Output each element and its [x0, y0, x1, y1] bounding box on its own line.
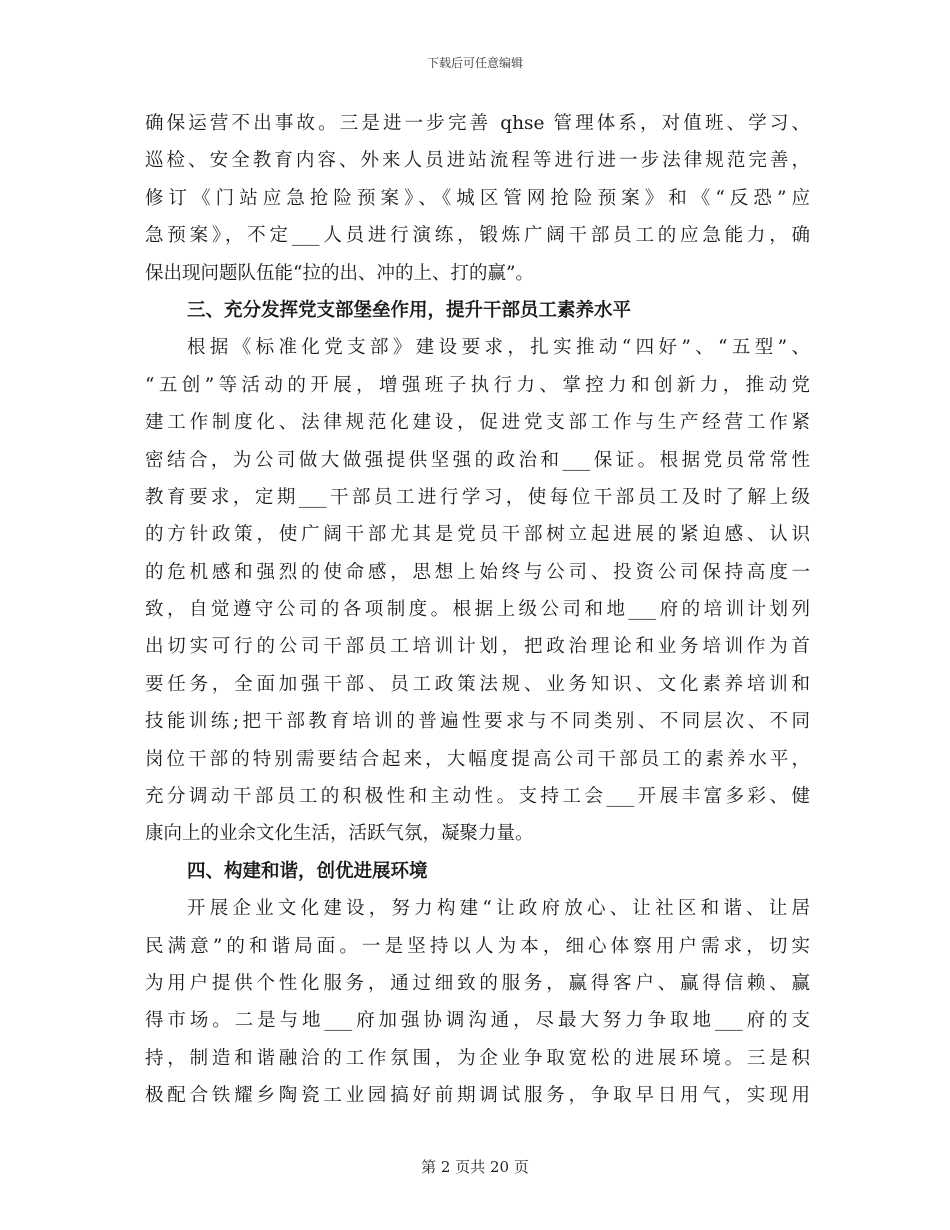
body-line: 根据《标准化党支部》建设要求，扎实推动“四好”、“五型”、 [187, 337, 810, 359]
body-line: 为用户提供个性化服务，通过细致的服务，赢得客户、赢得信赖、赢 [145, 972, 810, 994]
body-line: 致，自觉遵守公司的各项制度。根据上级公司和地___府的培训计划列 [145, 599, 810, 621]
section-heading: 四、构建和谐，创优进展环境 [187, 860, 428, 882]
body-line: 的方针政策，使广阔干部尤其是党员干部树立起进展的紧迫感、认识 [145, 524, 810, 546]
body-line: 确保运营不出事故。三是进一步完善 qhse 管理体系，对值班、学习、 [145, 113, 810, 134]
body-line: 开展企业文化建设，努力构建“让政府放心、让社区和谐、让居 [187, 898, 810, 920]
document-body [145, 105, 810, 1115]
body-line: 急预案》，不定___人员进行演练，锻炼广阔干部员工的应急能力，确 [145, 225, 810, 247]
body-line: 的危机感和强烈的使命感，思想上始终与公司、投资公司保持高度一 [145, 561, 810, 583]
body-line: 得市场。二是与地___府加强协调沟通，尽最大努力争取地___府的支 [145, 1010, 810, 1032]
body-line: 要任务，全面加强干部、员工政策法规、业务知识、文化素养培训和 [145, 673, 810, 695]
body-line: “五创”等活动的开展，增强班子执行力、掌控力和创新力，推动党 [145, 374, 810, 396]
body-line: 康向上的业余文化生活，活跃气氛，凝聚力量。 [145, 823, 534, 845]
section-heading: 三、充分发挥党支部堡垒作用，提升干部员工素养水平 [187, 299, 632, 321]
body-line: 极配合铁耀乡陶瓷工业园搞好前期调试服务，争取早日用气，实现用 [145, 1085, 810, 1107]
body-line: 建工作制度化、法律规范化建设，促进党支部工作与生产经营工作紧 [145, 412, 810, 434]
body-line: 技能训练;把干部教育培训的普遍性要求与不同类别、不同层次、不同 [145, 711, 810, 733]
page-footer-number: 第 2 页共 20 页 [421, 1158, 529, 1176]
body-line: 充分调动干部员工的积极性和主动性。支持工会___开展丰富多彩、健 [145, 786, 810, 808]
body-line: 巡检、安全教育内容、外来人员进站流程等进行进一步法律规范完善， [145, 150, 810, 172]
body-line: 岗位干部的特别需要结合起来，大幅度提高公司干部员工的素养水平， [145, 748, 810, 770]
body-line: 民满意”的和谐局面。一是坚持以人为本，细心体察用户需求，切实 [145, 935, 810, 957]
body-line: 持，制造和谐融洽的工作氛围，为企业争取宽松的进展环境。三是积 [145, 1047, 810, 1069]
body-line: 修订《门站应急抢险预案》、《城区管网抢险预案》和《“反恐”应 [145, 187, 810, 209]
body-line: 出切实可行的公司干部员工培训计划，把政治理论和业务培训作为首 [145, 636, 810, 658]
body-line: 教育要求，定期___干部员工进行学习，使每位干部员工及时了解上级 [145, 486, 810, 508]
body-line: 密结合，为公司做大做强提供坚强的政治和___保证。根据党员常常性 [145, 449, 810, 471]
page-header-note: 下载后可任意编辑 [426, 56, 523, 70]
body-line: 保出现问题队伍能“拉的出、冲的上、打的赢”。 [145, 262, 534, 284]
